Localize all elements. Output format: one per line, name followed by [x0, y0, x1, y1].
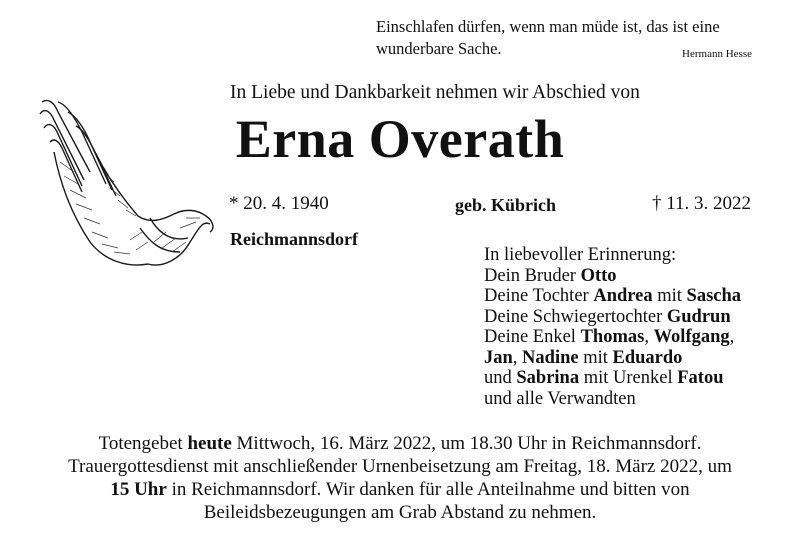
- quote-line-2: wunderbare Sache.: [376, 39, 502, 58]
- mourner-line: Deine Schwiegertochter Gudrun: [484, 306, 731, 327]
- residence-place: Reichmannsdorf: [230, 229, 359, 249]
- birth-date: * 20. 4. 1940: [229, 193, 329, 214]
- service-line-4: Beileidsbezeugungen am Grab Abstand zu nehmen.: [203, 502, 597, 523]
- service-line-1: Totengebet heute Mittwoch, 16. März 2022, um 18.30 Uhr in Reichmannsdorf.: [98, 433, 702, 454]
- intro-text: In Liebe und Dankbarkeit nehmen wir Abschied von: [230, 82, 640, 103]
- service-line-3: 15 Uhr in Reichmannsdorf. Wir danken für alle Anteilnahme und bitten von: [110, 479, 690, 500]
- deceased-name: Erna Overath: [235, 109, 565, 169]
- quote: [376, 16, 776, 60]
- mourners-heading: In liebevoller Erinnerung:: [484, 245, 677, 265]
- mourner-line: Deine Tochter Andrea mit Sascha: [484, 286, 742, 306]
- mourners-list: [484, 245, 741, 409]
- mourner-line: und alle Verwandten: [484, 388, 636, 409]
- mourner-line: und Sabrina mit Urenkel Fatou: [484, 368, 724, 388]
- mourner-line: Deine Enkel Thomas, Wolfgang,: [484, 327, 735, 347]
- quote-line-1: Einschlafen dürfen, wenn man müde ist, das ist eine: [376, 17, 720, 36]
- service-line-2: Trauergottesdienst mit anschließender Urnenbeisetzung am Freitag, 18. März 2022, um: [68, 456, 732, 477]
- maiden-name: geb. Kübrich: [455, 195, 557, 215]
- quote-author: Hermann Hesse: [682, 48, 752, 60]
- mourner-line: Jan, Nadine mit Eduardo: [484, 347, 683, 368]
- service-info: [0, 432, 800, 524]
- mourner-line: Dein Bruder Otto: [484, 265, 617, 286]
- death-date: † 11. 3. 2022: [652, 193, 752, 214]
